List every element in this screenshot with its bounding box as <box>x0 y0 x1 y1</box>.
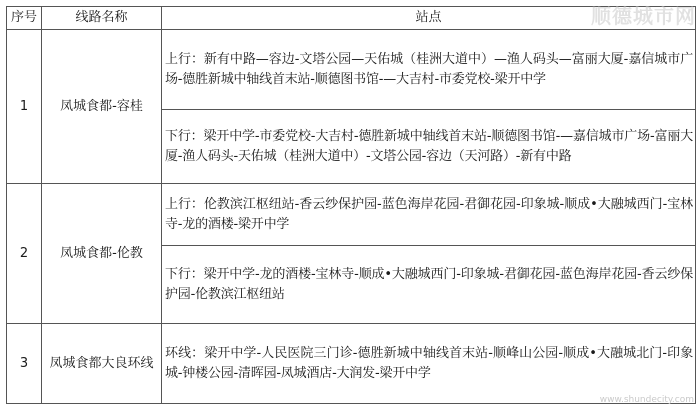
table-row <box>7 184 696 246</box>
route-name: 凤城食都-容桂 <box>42 30 162 184</box>
header-stops: 站点 <box>162 7 696 30</box>
stops-loop <box>162 324 696 404</box>
stops-down-text: 下行：梁开中学-市委党校-大吉村-德胜新城中轴线首末站-顺德图书馆-—嘉信城市广场-富丽大厦-渔人码头-天佑城（桂洲大道中）-文塔公园-容边（天河路）-新有中路 <box>165 128 693 164</box>
stops-down-text: 下行：梁开中学-龙的酒楼-宝林寺-顺成•大融城西门-印象城-君御花园-蓝色海岸花园-香云纱保护园-伦教滨江枢纽站 <box>165 266 693 302</box>
stops-up <box>162 184 696 246</box>
watermark-logo: 顺德城市网 <box>591 4 696 28</box>
watermark-url: www.shundecity.com <box>599 395 694 405</box>
table-row <box>7 324 696 404</box>
row-num: 2 <box>7 184 42 324</box>
route-name: 凤城食都-伦教 <box>42 184 162 324</box>
stops-down <box>162 110 696 184</box>
stops-up-text: 上行：伦教滨江枢纽站-香云纱保护园-蓝色海岸花园-君御花园-印象城-顺成•大融城西门-宝林寺-龙的酒楼-梁开中学 <box>165 196 693 232</box>
row-num: 1 <box>7 30 42 184</box>
header-num: 序号 <box>7 7 42 30</box>
route-table <box>6 6 696 404</box>
stops-up <box>162 30 696 110</box>
header-route-name: 线路名称 <box>42 7 162 30</box>
table-row <box>7 30 696 110</box>
stops-loop-text: 环线：梁开中学-人民医院三门诊-德胜新城中轴线首末站-顺峰山公园-顺成•大融城北门-印象城-钟楼公园-清晖园-凤城酒店-大润发-梁开中学 <box>165 345 693 381</box>
stops-down <box>162 246 696 324</box>
row-num: 3 <box>7 324 42 404</box>
route-name: 凤城食都大良环线 <box>42 324 162 404</box>
stops-up-text: 上行：新有中路—容边-文塔公园—天佑城（桂洲大道中）—渔人码头—富丽大厦-嘉信城市广场-德胜新城中轴线首末站-顺德图书馆-—大吉村-市委党校-梁开中学 <box>165 51 693 87</box>
